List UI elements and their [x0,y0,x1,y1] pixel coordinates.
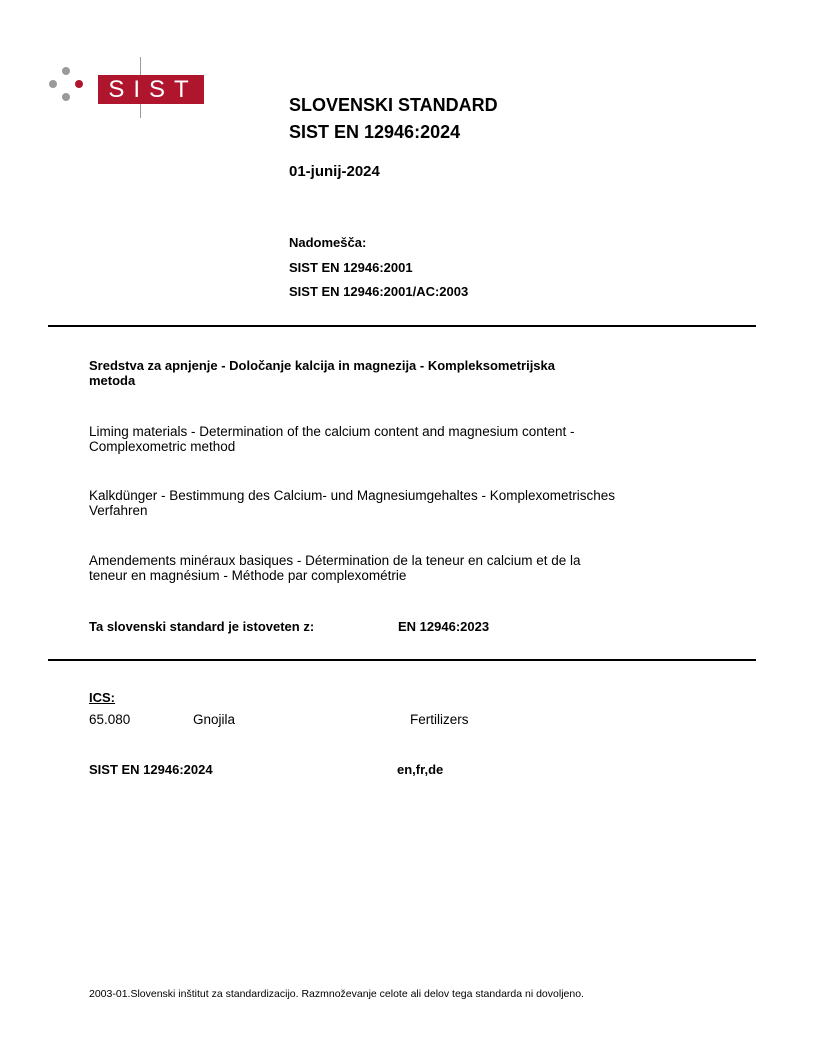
divider [48,325,756,327]
title-line: Complexometric method [89,439,236,454]
title-line: Kalkdünger - Bestimmung des Calcium- und Magnesiumgehaltes - Komplexometrisches [89,488,615,503]
identity-label: Ta slovenski standard je istoveten z: [89,619,315,634]
ics-code: 65.080 [89,712,131,727]
title-line: teneur en magnésium - Méthode par complexométrie [89,568,407,583]
title-line: Sredstva za apnjenje - Določanje kalcija in magnezija - Kompleksometrijska [89,358,556,373]
title-german [89,488,615,518]
ics-label: ICS: [89,690,115,705]
title-slovenian [89,358,555,388]
title-line: metoda [89,373,136,388]
title-line: Amendements minéraux basiques - Détermination de la teneur en calcium et de la [89,553,581,568]
sist-logo: SIST [98,75,204,104]
replaces-item: SIST EN 12946:2001/AC:2003 [289,284,469,299]
ics-english: Fertilizers [410,712,469,727]
standard-id: SIST EN 12946:2024 [289,122,461,142]
identity-value: EN 12946:2023 [398,619,490,634]
footer-copyright: 2003-01.Slovenski inštitut za standardizacijo. Razmnoževanje celote ali delov tega standarda ni dovoljeno. [89,988,584,1000]
replaces-item: SIST EN 12946:2001 [289,260,413,275]
publication-date: 01-junij-2024 [289,163,380,180]
bottom-standard-id: SIST EN 12946:2024 [89,762,213,777]
title-line: Verfahren [89,503,148,518]
replaces-label: Nadomešča: [289,235,367,250]
title-english [89,424,574,454]
title-line: Liming materials - Determination of the calcium content and magnesium content - [89,424,575,439]
divider [48,659,756,661]
standard-type: SLOVENSKI STANDARD [289,95,498,115]
title-french [89,553,581,583]
bottom-languages: en,fr,de [397,762,444,777]
ics-slovenian: Gnojila [193,712,236,727]
logo-dots-icon [46,66,90,110]
